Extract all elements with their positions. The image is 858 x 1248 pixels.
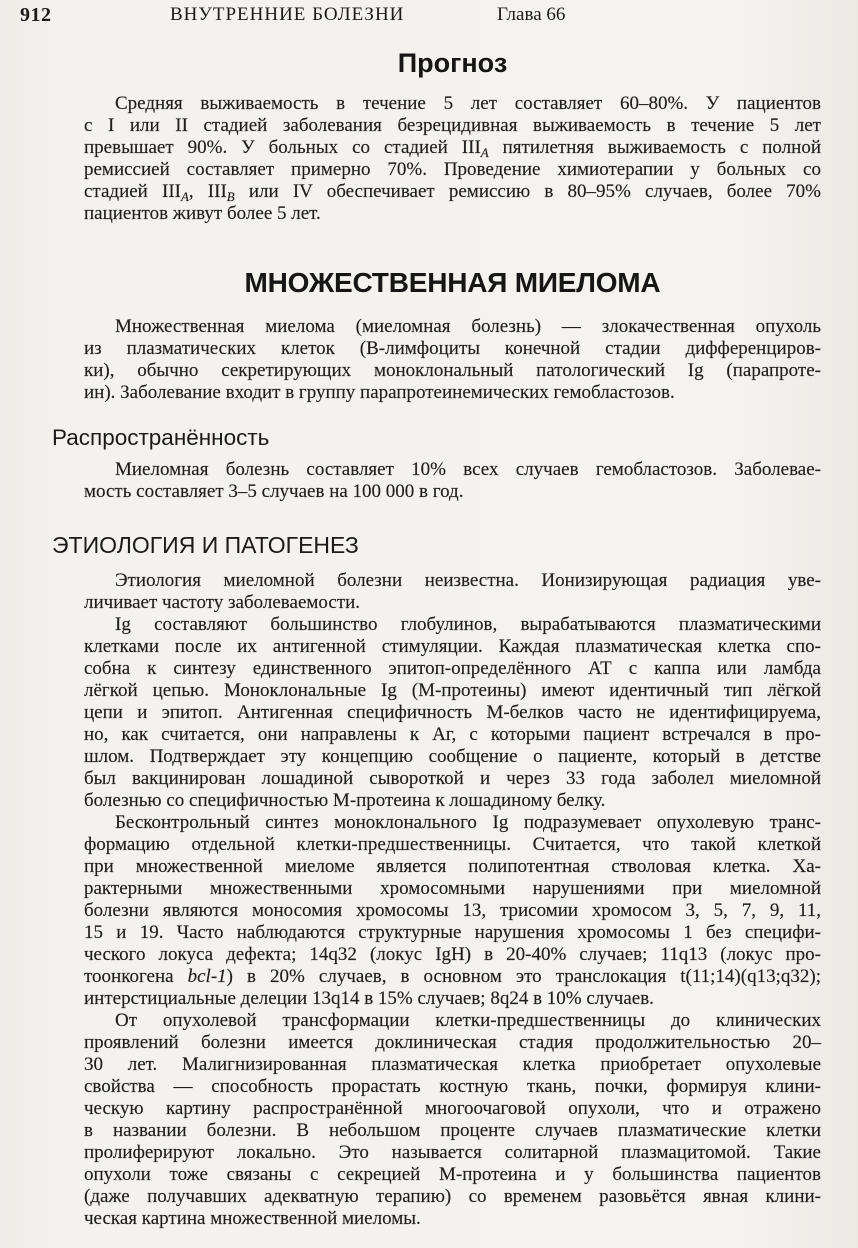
running-header xyxy=(0,3,858,27)
text-line: ческого локуса дефекта; 14q32 (локус IgH) в 20-40% случаев; 11q13 (локус про- xyxy=(84,944,821,965)
text-line: болезни являются моносомия хромосомы 13, трисомии хромосом 3, 5, 7, 9, 11, xyxy=(84,900,821,921)
text-line: клетками после их антигенной стимуляции. Каждая плазматическая клетка спо- xyxy=(84,636,821,657)
text-line: рактерными множественными хромосомными нарушениями при миеломной xyxy=(84,878,821,899)
paragraph xyxy=(84,459,821,503)
section-heading-etiology: ЭТИОЛОГИЯ И ПАТОГЕНЕЗ xyxy=(52,532,359,558)
text-line: опухоли тоже связаны с секрецией М-протеина и у большинства пациентов xyxy=(84,1164,821,1185)
subscript-text: A xyxy=(480,144,489,160)
text-line: ин). Заболевание входит в группу парапротеинемических гемобластозов. xyxy=(84,382,675,403)
text-line: Множественная миелома (миеломная болезнь) — злокачественная опухоль xyxy=(115,316,821,337)
text-line: Средняя выживаемость в течение 5 лет составляет 60–80%. У пациентов xyxy=(115,93,821,114)
text-line: Этиология миеломной болезни неизвестна. Ионизирующая радиация уве- xyxy=(115,570,821,591)
text-line: ческую картину распространённой многоочаговой опухоли, что и отражено xyxy=(84,1098,821,1119)
text-segment: превышает 90%. У больных со стадией III xyxy=(84,137,481,158)
subscript-text: B xyxy=(226,188,235,204)
multiple-myeloma-text xyxy=(84,316,821,404)
text-line: ки), обычно секретирующих моноклональный патологический Ig (парапроте- xyxy=(84,360,821,381)
text-line: из плазматических клеток (В-лимфоциты конечной стадии дифференциров- xyxy=(84,338,821,359)
text-line: шлом. Подтверждает эту концепцию сообщение о пациенте, который в детстве xyxy=(84,746,821,767)
page-number: 912 xyxy=(20,4,52,26)
text-line: интерстициальные делеции 13q14 в 15% случаев; 8q24 в 10% случаев. xyxy=(84,988,654,1009)
text-line xyxy=(84,966,821,988)
text-line: свойства — способность прорастать костную ткань, почки, формируя клини- xyxy=(84,1076,821,1097)
prognosis-text xyxy=(84,93,821,225)
chapter-heading-multiple-myeloma: МНОЖЕСТВЕННАЯ МИЕЛОМА xyxy=(244,267,661,298)
text-line: проявлений болезни имеется доклиническая стадия продолжительностью 20– xyxy=(84,1032,821,1053)
text-line: Бесконтрольный синтез моноклонального Ig подразумевает опухолевую транс- xyxy=(115,812,821,833)
text-line xyxy=(84,137,821,159)
text-line: лёгкой цепью. Моноклональные Ig (М-протеины) имеют идентичный тип лёгкой xyxy=(84,680,821,701)
text-line: формацию отдельной клетки-предшественницы. Считается, что такой клеткой xyxy=(84,834,821,855)
text-segment: ) в 20% случаев, в основном это транслокация t(11;14)(q13;q32); xyxy=(226,966,821,987)
text-line: цепи и эпитоп. Антигенная специфичность М-белков часто не идентифицируема, xyxy=(84,702,821,723)
text-line xyxy=(84,181,821,203)
section-heading-prognosis: Прогноз xyxy=(397,48,508,78)
text-line: пролиферируют локально. Это называется солитарной плазмацитомой. Такие xyxy=(84,1142,821,1163)
text-line: собна к синтезу единственного эпитоп-определённого АТ с каппа или ламбда xyxy=(84,658,821,679)
text-line: ремиссией составляет примерно 70%. Проведение химиотерапии у больных со xyxy=(84,159,821,180)
text-line: с I или II стадией заболевания безрецидивная выживаемость в течение 5 лет xyxy=(84,115,821,136)
paragraph xyxy=(84,1010,821,1230)
paragraph xyxy=(84,316,821,404)
text-line: От опухолевой трансформации клетки-предшественницы до клинических xyxy=(115,1010,821,1031)
subsection-heading-prevalence: Распространённость xyxy=(52,425,270,450)
text-segment: тоонкогена xyxy=(84,966,188,987)
text-line: ческая картина множественной миеломы. xyxy=(84,1208,421,1229)
text-segment: или IV обеспечивает ремиссию в 80–95% случаев, более 70% xyxy=(234,181,822,202)
text-line: 30 лет. Малигнизированная плазматическая клетка приобретает опухолевые xyxy=(84,1054,821,1075)
text-line: мость составляет 3–5 случаев на 100 000 в год. xyxy=(84,481,464,502)
text-segment: стадией III xyxy=(84,181,181,202)
text-line: Миеломная болезнь составляет 10% всех случаев гемобластозов. Заболевае- xyxy=(115,459,821,480)
running-title: ВНУТРЕННИЕ БОЛЕЗНИ xyxy=(170,4,405,25)
text-line: 15 и 19. Часто наблюдаются структурные нарушения хромосомы 1 без специфи- xyxy=(84,922,821,943)
text-line: болезнью со специфичностью М-протеина к лошадиному белку. xyxy=(84,790,606,811)
etiology-text xyxy=(84,570,821,1230)
text-line: личивает частоту заболеваемости. xyxy=(84,592,361,613)
subscript-text: A xyxy=(181,188,189,204)
paragraph xyxy=(84,93,821,225)
text-segment: , III xyxy=(188,181,227,202)
paragraph xyxy=(84,812,821,1010)
text-line: но, как считается, они направлены к Аг, с которыми пациент встречался в про- xyxy=(84,724,821,745)
chapter-label: Глава 66 xyxy=(497,4,566,25)
paragraph xyxy=(84,614,821,812)
text-line: при множественной миеломе является полипотентная стволовая клетка. Ха- xyxy=(84,856,821,877)
text-line: (даже получавших адекватную терапию) со временем разовьётся явная клини- xyxy=(84,1186,821,1207)
text-segment: пятилетняя выживаемость с полной xyxy=(488,137,821,158)
text-line: пациентов живут более 5 лет. xyxy=(84,203,321,224)
text-line: Ig составляют большинство глобулинов, вырабатываются плазматическими xyxy=(115,614,821,635)
text-line: в названии болезни. В небольшом проценте случаев плазматические клетки xyxy=(84,1120,821,1141)
italic-text: bcl-1 xyxy=(187,966,227,987)
text-line: был вакцинирован лошадиной сывороткой и через 33 года заболел миеломной xyxy=(84,768,821,789)
prevalence-text xyxy=(84,459,821,503)
paragraph xyxy=(84,570,821,614)
